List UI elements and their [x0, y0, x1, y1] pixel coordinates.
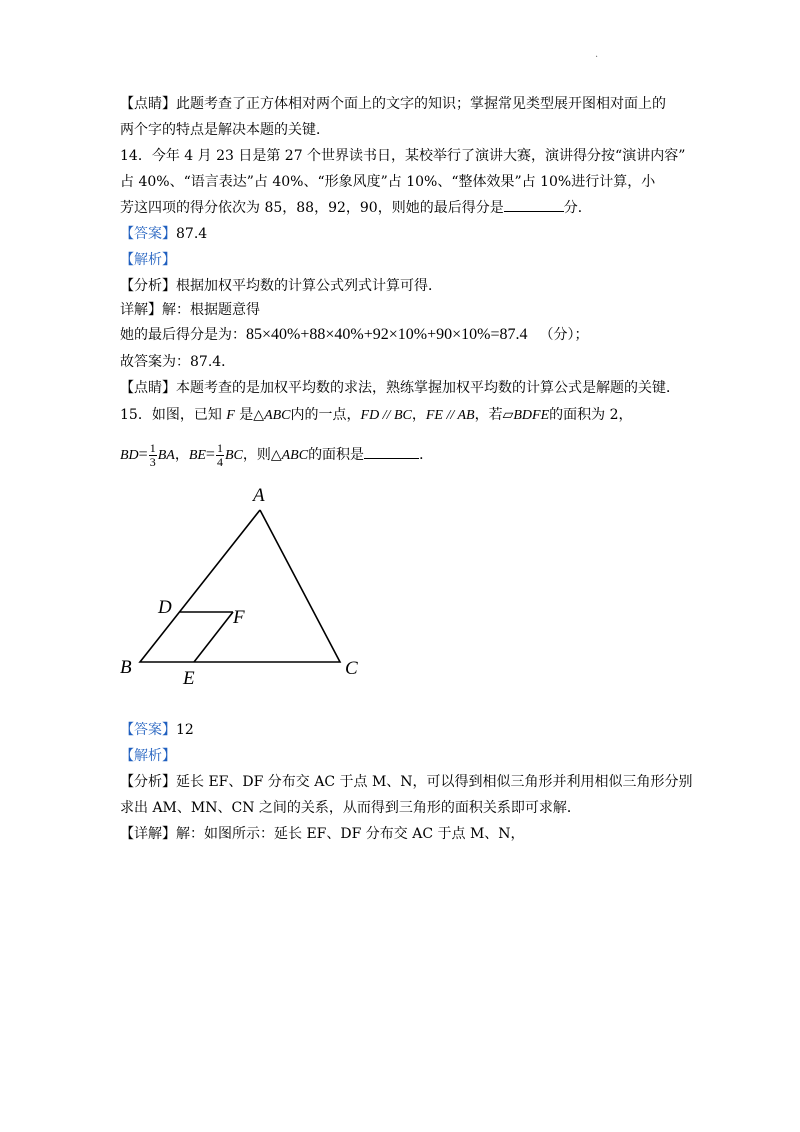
fraction-numerator: 1	[216, 440, 223, 455]
q14-calc-line	[120, 325, 589, 345]
dianjing-tag: 【点睛】	[120, 380, 176, 396]
q15-stem-text-e: ，若	[474, 407, 503, 423]
corner-mark: ·	[595, 52, 599, 63]
q14-stem-text: 芳这四项的得分依次为 85，88，92，90，则她的最后得分是	[120, 200, 504, 216]
answer-blank	[504, 211, 564, 212]
q14-dianjing-line	[120, 378, 680, 398]
q15-stem-then: ，则	[242, 447, 271, 463]
q15-stem-line-2	[120, 440, 433, 471]
q15-answer-value: 12	[176, 722, 194, 738]
fraction-denominator: 4	[216, 454, 223, 469]
q14-answer-line	[120, 224, 207, 244]
answer-tag: 【答案】	[120, 226, 176, 242]
answer-tag: 【答案】	[120, 722, 176, 738]
q14-calc-suffix: （分）；	[539, 327, 589, 343]
triangle-abc-symbol: △ABC	[253, 408, 291, 423]
equals-sign: =	[205, 446, 215, 463]
q14-fenxi-text: 根据加权平均数的计算公式列式计算可得．	[176, 278, 442, 294]
q14-xiangjie-line: 详解】解：根据题意得	[120, 302, 260, 318]
parallelogram-bdfe-symbol: ▱BDFE	[502, 408, 550, 423]
point-f-label: F	[226, 408, 235, 423]
q15-fenxi-text-1: 延长 EF、DF 分布交 AC 于点 M、N，可以得到相似三角形并利用相似三角形分别	[176, 774, 693, 790]
fenxi-tag: 【分析】	[120, 278, 176, 294]
q14-fenxi-line	[120, 276, 442, 296]
q15-separator: ，	[174, 447, 189, 463]
q13-dianjing-line-2: 两个字的特点是解决本题的关键．	[120, 122, 330, 138]
segment-bc: BC	[224, 448, 243, 463]
q15-fenxi-line-2: 求出 AM、MN、CN 之间的关系，从而得到三角形的面积关系即可求解．	[120, 800, 581, 816]
answer-blank	[364, 458, 419, 459]
q15-xiangjie-text: 解：如图所示：延长 EF、DF 分布交 AC 于点 M、N，	[176, 826, 525, 842]
triangle-figure	[110, 480, 380, 700]
q14-stem-line-3	[120, 198, 592, 218]
q15-stem-line-1	[120, 405, 633, 426]
q14-stem-line-2: 占 40%、“语言表达”占 40%、“形象风度”占 10%、“整体效果”占 10%进行计算，小	[120, 174, 656, 190]
vertex-label-b: B	[120, 657, 132, 678]
point-label-f: F	[233, 607, 245, 628]
q15-stem-text-c: 内的一点，	[290, 407, 361, 423]
q14-analysis-line	[120, 250, 176, 270]
q14-stem-unit: 分．	[563, 200, 592, 216]
segment-fe	[194, 612, 233, 662]
fraction-one-third	[149, 442, 157, 469]
q15-stem-end: 的面积是	[308, 447, 365, 463]
q14-calc-prefix: 她的最后得分是为：	[120, 327, 246, 343]
segment-ba: BA	[157, 448, 175, 463]
segment-bd: BD	[120, 448, 139, 463]
triangle-abc-symbol: △ABC	[270, 448, 309, 463]
q15-analysis-line	[120, 746, 176, 766]
q15-stem-text-f: 的面积为 2，	[549, 407, 633, 423]
equals-sign: =	[138, 446, 148, 463]
fenxi-tag: 【分析】	[120, 774, 176, 790]
q14-conclusion-line: 故答案为：87.4．	[120, 354, 236, 370]
dianjing-text-1: 此题考查了正方体相对两个面上的文字的知识；掌握常见类型展开图相对面上的	[176, 96, 666, 112]
q14-stem-line-1: 14．今年 4 月 23 日是第 27 个世界读书日，某校举行了演讲大赛，演讲得分按“演讲内容”	[120, 148, 686, 164]
q15-fenxi-line-1	[120, 772, 693, 792]
vertex-label-c: C	[345, 658, 358, 679]
q15-xiangjie-line	[120, 824, 525, 844]
dianjing-tag: 【点睛】	[120, 96, 176, 112]
triangle-abc	[140, 510, 340, 662]
fe-parallel-ab: FE // AB	[425, 408, 475, 423]
point-label-e: E	[183, 668, 195, 689]
q15-answer-line	[120, 720, 194, 740]
segment-be: BE	[188, 448, 206, 463]
fraction-numerator: 1	[149, 440, 156, 455]
q14-calc-expression: 85×40%+88×40%+92×10%+90×10%=87.4	[246, 326, 528, 343]
vertex-label-a: A	[253, 485, 265, 506]
q15-stem-text-a: 15．如图，已知	[120, 407, 222, 423]
analysis-tag: 【解析】	[120, 252, 176, 268]
fraction-denominator: 3	[149, 454, 156, 469]
analysis-tag: 【解析】	[120, 748, 176, 764]
xiangjie-tag: 【详解】	[120, 826, 176, 842]
fraction-one-quarter	[216, 442, 224, 469]
q15-stem-text-b: 是	[239, 407, 254, 423]
point-label-d: D	[158, 597, 172, 618]
q14-answer-value: 87.4	[176, 226, 208, 242]
fd-parallel-bc: FD // BC	[360, 408, 412, 423]
q13-dianjing-line-1	[120, 94, 666, 114]
q15-stem-comma: ，	[411, 407, 426, 423]
q15-stem-period: ．	[419, 447, 434, 463]
q14-dianjing-text: 本题考查的是加权平均数的求法，熟练掌握加权平均数的计算公式是解题的关键．	[176, 380, 680, 396]
